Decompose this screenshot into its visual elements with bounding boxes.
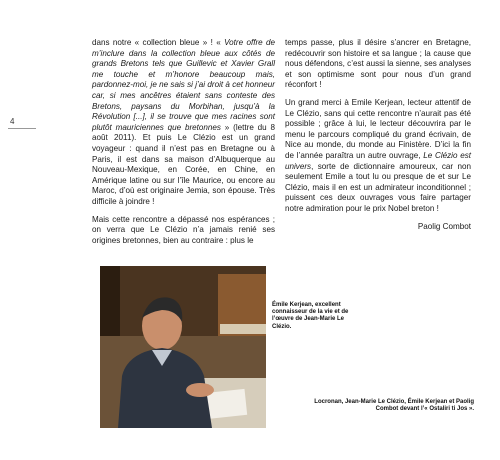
left-column [92,38,275,253]
group-photo-caption: Locronan, Jean-Marie Le Clézio, Émile Kerjean et Paolig Combot devant l’« Ostaliri ti Jos ». [314,399,474,413]
left-p1-rest: » (lettre du 8 août 2011). Et puis Le Clézio est un grand voyageur : quand il n’est pas en Bretagne ou à Paris, il est dans sa maison d’Albuquerque au Nouveau-Mexique, en Corée, en Chine, en Amérique latine ou sur l’île Maurice, ou encore au Maroc, d’où est originaire Jemia, son épouse. Très difficile à joindre ! [92,122,275,206]
right-p2-intro: Un grand merci à Emile Kerjean, lecteur attentif de Le Clézio, sans qui cette rencontre n’aurait pas été possible ; grâce à lui, le lecteur découvrira par le menu le parcours compliqué du grand écrivain, de Nice au monde, du monde au Finistère. D’ici la fin de l’année paraîtra un autre ouvrage, [285,97,471,160]
book-title: Le Clézio est univers [285,150,471,171]
right-column [285,38,471,239]
left-p1-intro: dans notre « collection bleue » ! « [92,38,225,47]
page-number: 4 [10,117,15,126]
margin-rule [8,128,36,129]
right-p2-rest: , sorte de dictionnaire amoureux, car non seulement Emile a tout lu ou presque de et sur Le Clézio, mais il en est un admirateur inconditionnel ; puissent ces deux ouvrages vous faire partager notre admiration pour le prix Nobel breton ! [285,161,471,213]
left-paragraph-1 [92,38,275,208]
right-paragraph-2 [285,98,471,215]
le-clezio-letter-quote: Votre offre de m’inclure dans la collection bleue aux côtés de grands Bretons tels que Guillevic et Xavier Grall me touche et m’honore beaucoup mais, pardonnez-moi, je ne sais si j’ai droit à cet honneur car, si mes ancêtres étaient sans conteste des Bretons, paysans du Morbihan, jusqu’à la Révolution [...], il se trouve que mes racines sont plutôt mauriciennes que bretonnes [92,38,275,132]
left-paragraph-2: Mais cette rencontre a dépassé nos espérances ; on verra que Le Clézio n’a jamais renié ses origines bretonnes, bien au contraire : plus le [92,214,275,245]
right-paragraph-1: temps passe, plus il désire s’ancrer en Bretagne, redécouvrir son histoire et sa langue ; la cause que nous défendons, c’est aussi la sienne, ses analyses et son optimisme sont pour nous d’un grand réconfort ! [285,38,471,90]
photo-caption: Émile Kerjean, excellent connaisseur de la vie et de l’œuvre de Jean-Marie Le Clézio. [272,302,349,330]
photo-emile-kerjean [100,266,266,428]
photo-illustration [100,266,266,428]
author-signature: Paolig Combot [417,221,471,231]
